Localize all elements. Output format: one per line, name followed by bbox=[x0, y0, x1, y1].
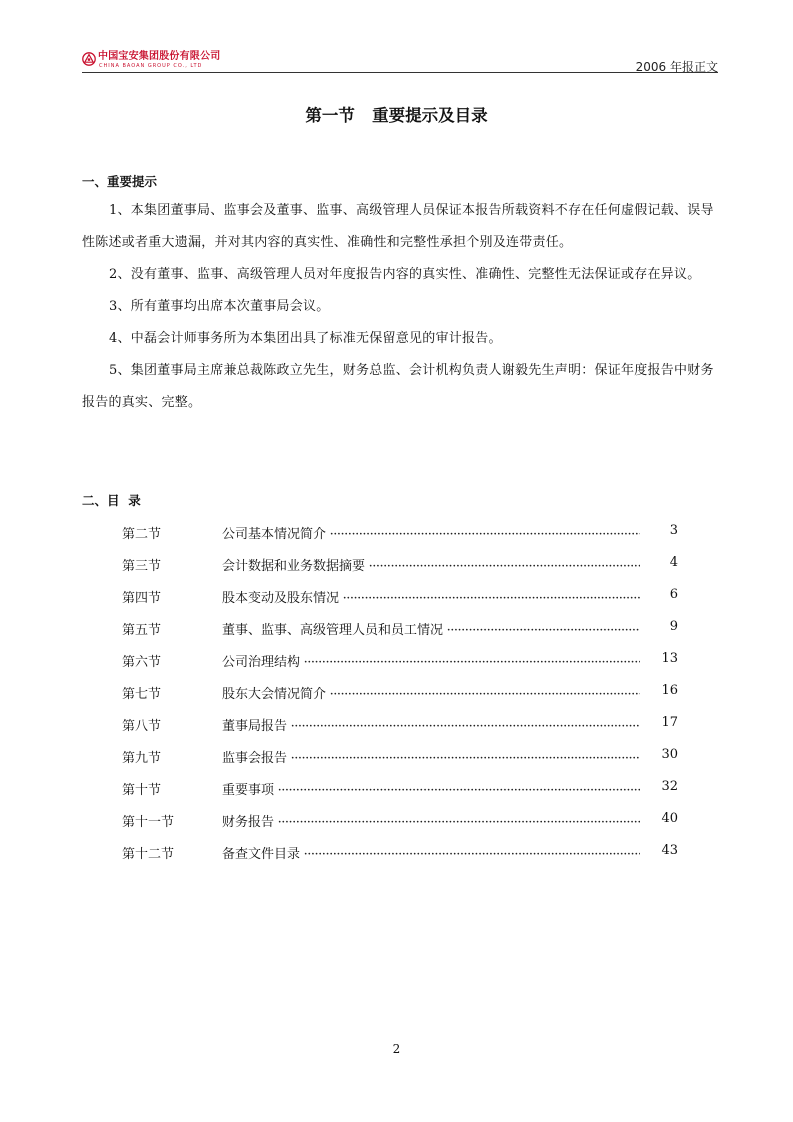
logo-company-name: 中国宝安集团股份有限公司 bbox=[98, 51, 221, 62]
toc-section-title: 会计数据和业务数据摘要 ····· bbox=[222, 555, 640, 574]
toc-entry[interactable] bbox=[122, 707, 682, 739]
toc-section-number: 第十二节 bbox=[122, 847, 175, 862]
toc-section-number: 第五节 bbox=[122, 623, 162, 638]
toc-section-title: 财务报告 ····· bbox=[222, 811, 640, 830]
toc-page-number: 16 bbox=[661, 683, 678, 698]
toc-page-number: 6 bbox=[669, 587, 678, 602]
toc-entry[interactable] bbox=[122, 803, 682, 835]
toc-entry[interactable] bbox=[122, 739, 682, 771]
report-label: 2006 年报正文 bbox=[635, 60, 718, 74]
toc-section-number: 第二节 bbox=[122, 527, 162, 542]
toc-page-number: 30 bbox=[661, 747, 678, 762]
toc-entry[interactable] bbox=[122, 547, 682, 579]
toc-section-title: 股东大会情况简介 ····· bbox=[222, 683, 640, 702]
toc-page-number: 4 bbox=[669, 555, 678, 570]
toc-section-number: 第六节 bbox=[122, 655, 162, 670]
toc-entry[interactable] bbox=[122, 675, 682, 707]
toc-section-title: 董事、监事、高级管理人员和员工情况 ····· bbox=[222, 619, 640, 638]
toc-page-number: 40 bbox=[661, 811, 678, 826]
toc-page-number: 43 bbox=[661, 843, 678, 858]
toc-page-number: 9 bbox=[669, 619, 678, 634]
table-of-contents-heading: 二、目 录 bbox=[82, 493, 141, 508]
notice-item: 3、所有董事均出席本次董事局会议。 bbox=[109, 299, 330, 314]
toc-page-number: 3 bbox=[669, 523, 678, 538]
toc-section-number: 第三节 bbox=[122, 559, 162, 574]
page-number: 2 bbox=[392, 1042, 401, 1056]
toc-section-title: 股本变动及股东情况 ····· bbox=[222, 587, 640, 606]
toc-page-number: 32 bbox=[661, 779, 678, 794]
triangle-logo-icon bbox=[82, 52, 96, 66]
toc-entry[interactable] bbox=[122, 643, 682, 675]
toc-section-title: 董事局报告 ····· bbox=[222, 715, 640, 734]
toc-section-number: 第十节 bbox=[122, 783, 162, 798]
toc-page-number: 17 bbox=[661, 715, 678, 730]
notice-item: 1、本集团董事局、监事会及董事、监事、高级管理人员保证本报告所载资料不存在任何虚假记载、误导性陈述或者重大遗漏，并对其内容的真实性、准确性和完整性承担个别及连带责任。 bbox=[82, 203, 714, 250]
important-notice-heading: 一、重要提示 bbox=[82, 174, 158, 189]
toc-section-number: 第十一节 bbox=[122, 815, 175, 830]
toc-section-title: 监事会报告 ····· bbox=[222, 747, 640, 766]
toc-section-number: 第八节 bbox=[122, 719, 162, 734]
toc-section-title: 重要事项 ····· bbox=[222, 779, 640, 798]
header-divider bbox=[82, 72, 718, 73]
toc-entry[interactable] bbox=[122, 771, 682, 803]
notice-item: 2、没有董事、监事、高级管理人员对年度报告内容的真实性、准确性、完整性无法保证或存在异议。 bbox=[109, 267, 701, 282]
table-of-contents bbox=[122, 515, 682, 867]
toc-section-number: 第九节 bbox=[122, 751, 162, 766]
notice-item: 4、中磊会计师事务所为本集团出具了标准无保留意见的审计报告。 bbox=[109, 331, 502, 346]
toc-page-number: 13 bbox=[661, 651, 678, 666]
toc-entry[interactable] bbox=[122, 611, 682, 643]
toc-section-number: 第四节 bbox=[122, 591, 162, 606]
company-logo bbox=[82, 51, 221, 71]
page-title: 第一节 重要提示及目录 bbox=[305, 106, 488, 125]
toc-section-title: 公司治理结构 ····· bbox=[222, 651, 640, 670]
toc-entry[interactable] bbox=[122, 579, 682, 611]
toc-section-title: 公司基本情况简介 ····· bbox=[222, 523, 640, 542]
toc-entry[interactable] bbox=[122, 515, 682, 547]
toc-section-title: 备查文件目录 ····· bbox=[222, 843, 640, 862]
toc-section-number: 第七节 bbox=[122, 687, 162, 702]
logo-company-english-name: CHINA BAOAN GROUP CO., LTD bbox=[99, 63, 203, 69]
page-header bbox=[82, 50, 718, 72]
notice-item: 5、集团董事局主席兼总裁陈政立先生，财务总监、会计机构负责人谢毅先生声明：保证年度报告中财务报告的真实、完整。 bbox=[82, 363, 714, 410]
toc-entry[interactable] bbox=[122, 835, 682, 867]
